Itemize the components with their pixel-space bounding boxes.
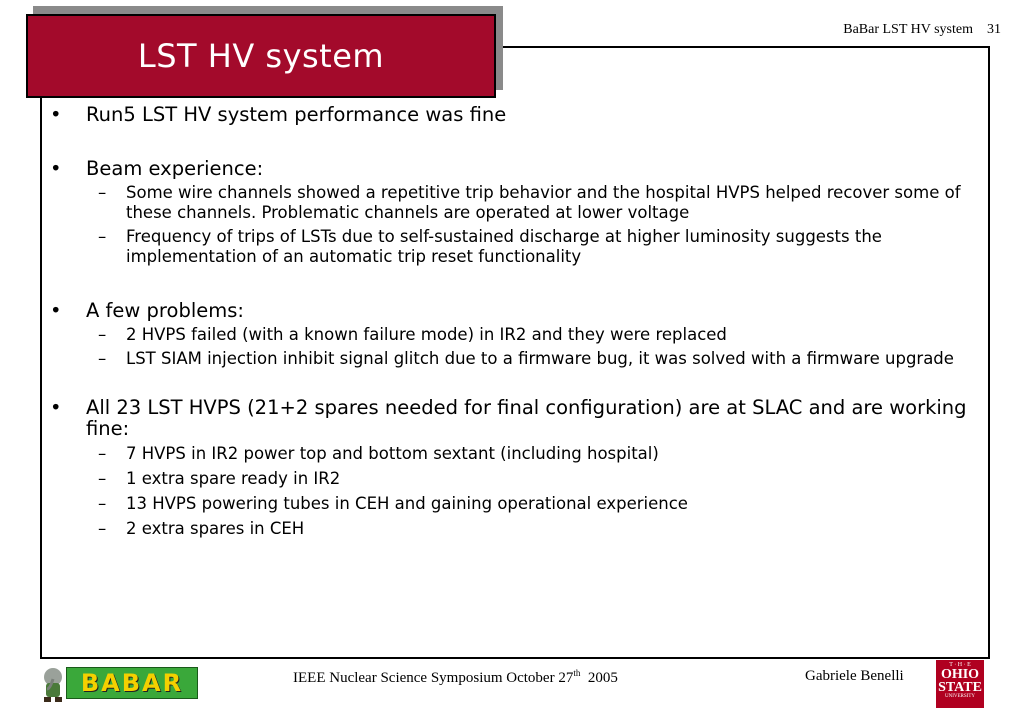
footer-author: Gabriele Benelli <box>805 668 904 684</box>
bullet-item: • A few problems: <box>50 299 244 322</box>
bullet-item: • Run5 LST HV system performance was fine <box>50 103 507 126</box>
running-title: BaBar LST HV system <box>843 22 973 37</box>
event-superscript: th <box>573 668 581 678</box>
bullet-text: Beam experience: <box>86 157 264 180</box>
bullet-text: A few problems: <box>86 299 244 322</box>
slide-title: LST HV system <box>137 37 385 75</box>
footer-event <box>293 668 618 687</box>
osu-mid-text: OHIO STATE <box>938 667 982 695</box>
sub-bullet-item: – Some wire channels showed a repetitive trip behavior and the hospital HVPS helped recover some of these channels. Problematic channels are operated at lower voltage <box>98 183 961 222</box>
title-box <box>26 14 496 98</box>
sub-bullet-item: – LST SIAM injection inhibit signal glitch due to a firmware bug, it was solved with a firmware upgrade <box>98 349 954 368</box>
bullet-item: • All 23 LST HVPS (21+2 spares needed for final configuration) are at SLAC and are working fine: <box>50 396 967 440</box>
sub-bullet-item: – 7 HVPS in IR2 power top and bottom sextant (including hospital) <box>98 444 659 463</box>
sub-bullet-text: 2 extra spares in CEH <box>126 519 305 538</box>
event-year: 2005 <box>580 670 618 686</box>
sub-bullet-text: LST SIAM injection inhibit signal glitch due to a firmware bug, it was solved with a firmware upgrade <box>126 349 954 368</box>
sub-bullet-text: 2 HVPS failed (with a known failure mode) in IR2 and they were replaced <box>126 325 727 344</box>
bullet-item: • Beam experience: <box>50 157 264 180</box>
sub-bullet-item: – Frequency of trips of LSTs due to self-sustained discharge at higher luminosity suggests the implementation of an automatic trip reset functionality <box>98 227 882 266</box>
header-running-title <box>843 22 1001 38</box>
babar-text: BABAR <box>80 669 184 697</box>
sub-bullet-item: – 2 extra spares in CEH <box>98 519 305 538</box>
osu-top-text: T · H · E <box>949 662 971 668</box>
page-number: 31 <box>987 22 1001 37</box>
event-text: IEEE Nuclear Science Symposium October 27 <box>293 670 574 686</box>
babar-logo <box>38 663 198 705</box>
babar-wordmark <box>66 667 198 699</box>
sub-bullet-item: – 2 HVPS failed (with a known failure mode) in IR2 and they were replaced <box>98 325 727 344</box>
sub-bullet-item: – 13 HVPS powering tubes in CEH and gaining operational experience <box>98 494 688 513</box>
sub-bullet-text: Some wire channels showed a repetitive trip behavior and the hospital HVPS helped recover some of these channels. Problematic channels are operated at lower voltage <box>126 183 961 222</box>
bullet-text: Run5 LST HV system performance was fine <box>86 103 507 126</box>
sub-bullet-text: Frequency of trips of LSTs due to self-sustained discharge at higher luminosity suggests the implementation of an automatic trip reset functionality <box>126 227 882 266</box>
bullet-text: All 23 LST HVPS (21+2 spares needed for final configuration) are at SLAC and are working fine: <box>86 396 967 440</box>
sub-bullet-text: 1 extra spare ready in IR2 <box>126 469 341 488</box>
sub-bullet-item: – 1 extra spare ready in IR2 <box>98 469 341 488</box>
sub-bullet-text: 13 HVPS powering tubes in CEH and gaining operational experience <box>126 494 688 513</box>
bullet-list <box>48 104 968 539</box>
elephant-icon <box>38 665 68 703</box>
ohio-state-logo <box>936 660 984 708</box>
sub-bullet-text: 7 HVPS in IR2 power top and bottom sextant (including hospital) <box>126 444 659 463</box>
osu-bottom-text: UNIVERSITY <box>945 694 975 699</box>
